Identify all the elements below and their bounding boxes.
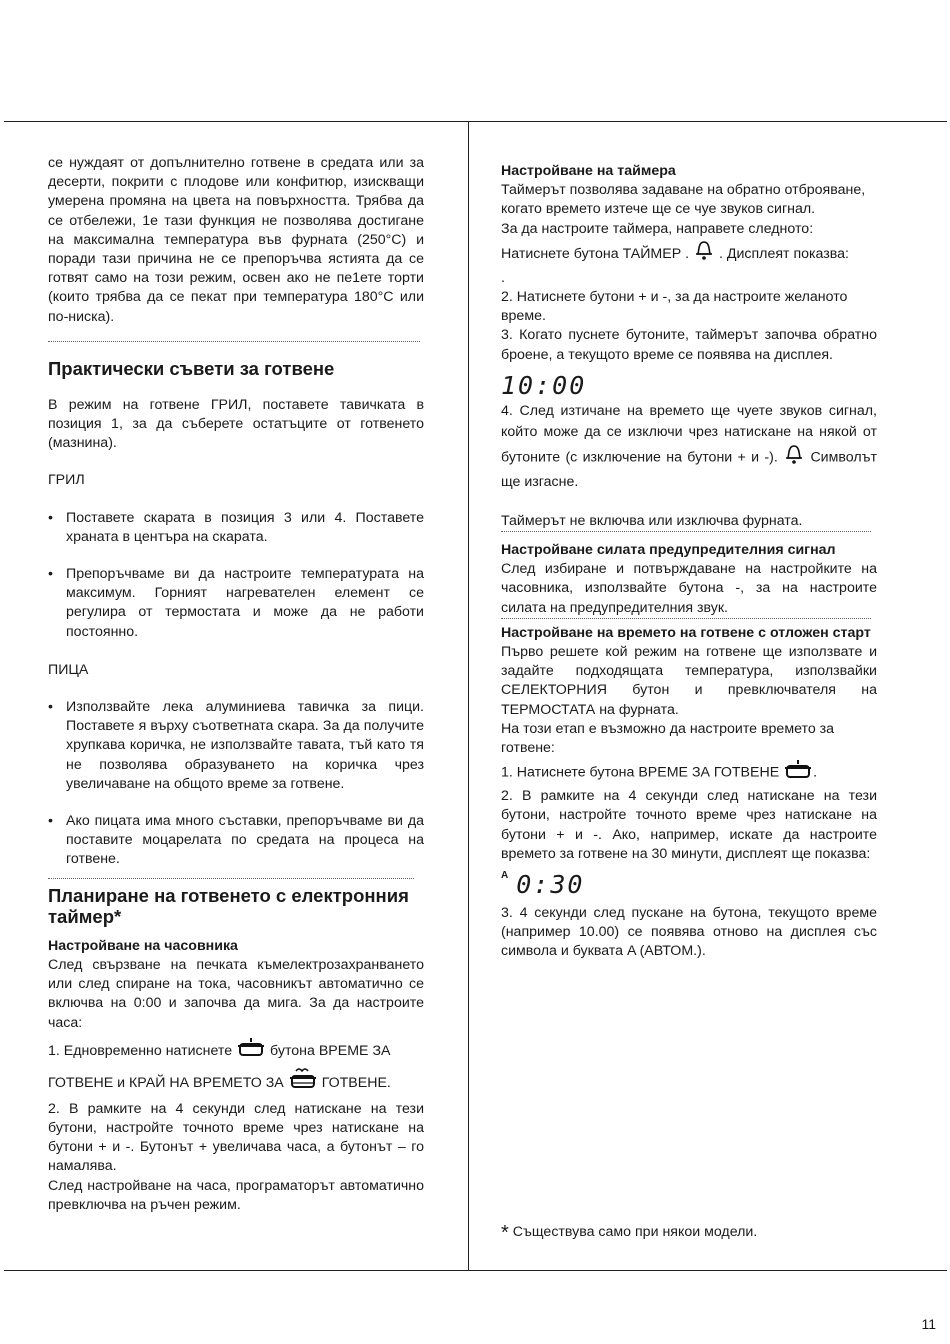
clock-step-2: 2. В рамките на 4 секунди след натискане на тези бутони, настройте точното време чрез натискане на бутони + и -. Бутонът + увеличава часа, а бутонът – го намалява. <box>48 1100 424 1175</box>
dotted-separator <box>501 531 871 532</box>
delay-paragraph: Първо решете кой режим на готвене ще използвате и задайте подходящата температура, използвайки СЕЛЕКТОРНИЯ бутон и превключвателя на ТЕРМОСТАТА на фурната. <box>501 644 877 718</box>
cooking-pot-icon <box>236 1036 266 1066</box>
delay-step-1-text: . <box>813 764 818 781</box>
delay-step-1 <box>501 758 877 787</box>
left-column <box>48 150 424 1215</box>
timer-step-1-text: Натиснете бутона ТАЙМЕР . <box>501 245 690 262</box>
delay-step-1-text: 1. Натиснете бутона ВРЕМЕ ЗА ГОТВЕНЕ <box>501 764 780 781</box>
grill-list <box>48 509 424 642</box>
timer-setting-paragraph: Таймерът позволява задаване на обратно отброяване, когато времето изтече ще се чуе звуков сигнал. <box>501 182 866 218</box>
footnote-text: Съществува само при някои модели. <box>512 1224 758 1240</box>
clock-step-1-text: ГОТВЕНЕ. <box>321 1074 391 1091</box>
timer-setting-heading: Настройване на таймера <box>501 163 676 179</box>
bottom-rule <box>4 1270 947 1271</box>
timer-step-3: 3. Когато пуснете бутоните, таймерът започва обратно броене, а текущото време се появява на дисплея. <box>501 327 877 363</box>
dotted-separator <box>501 618 871 619</box>
grill-label: ГРИЛ <box>48 472 85 489</box>
intro-paragraph: се нуждаят от допълнително готвене в средата или за десерти, покрити с плодове или конфитюр, изискващи умерена промяна на цвета на повърхността. Трябва да се отбележи, 1е тази функция не позволява достигане на максимална температура във фурната (250°C) и поради тази причина не се препоръчва ястията да се готвят само на този режим, освен ако не пе1ете торти (които трябва да се пекат при температура 180°C или по-ниска). <box>48 155 424 325</box>
page-number: 11 <box>921 1316 936 1332</box>
clock-step-1-text: 1. Едновременно натиснете <box>48 1042 233 1059</box>
delay-heading: Настройване на времето на готвене с отложен старт <box>501 624 871 641</box>
timer-step-1-text: . Дисплеят показва: <box>718 245 849 262</box>
clock-step-1 <box>48 1036 424 1100</box>
bell-icon <box>693 239 715 269</box>
clock-paragraph: След свързване на печката къмелектрозахранването или след спиране на тока, часовникът автоматично се включва на 0:00 и започва да мига. За да настроите часа: <box>48 956 424 1031</box>
auto-letter: A <box>501 870 509 882</box>
display-readout-auto <box>501 870 877 900</box>
timer-note: Таймерът не включва или изключва фурната. <box>501 512 803 529</box>
right-column <box>501 150 877 962</box>
tips-paragraph: В режим на готвене ГРИЛ, поставете тавичката в позиция 1, за да съберете остатъците от готвенето (мазнина). <box>48 396 424 452</box>
clock-step-1-text: бутона ВРЕМЕ ЗА ГОТВЕНЕ и КРАЙ НА ВРЕМЕТО ЗА <box>48 1042 391 1091</box>
delay-step-2: 2. В рамките на 4 секунди след натискане на тези бутони, настройте точното време чрез натискане на бутони + и -. Ако, например, искате да настроите времето за готвене на 30 минути, дисплеят ще показва: <box>501 788 877 862</box>
dotted-separator <box>48 878 414 879</box>
electronic-timer-heading: Планиране на готвенето с електронния таймер* <box>48 884 409 927</box>
alarm-paragraph: След избиране и потвърждаване на настройките на часовника, използвайте бутона -, за на настроите силата на предупредителния звук. <box>501 561 877 616</box>
list-item: • Ако пицата има много съставки, препоръчваме ви да поставите моцарелата по средата на процеса на готвене. <box>48 812 424 870</box>
display-readout: 10:00 <box>501 370 587 400</box>
timer-step-4-text: Символът ще изгасне. <box>501 449 877 490</box>
clock-after: След настройване на часа, програматорът автоматично превключва на ръчен режим. <box>48 1177 424 1213</box>
timer-step-4 <box>501 401 877 493</box>
cooking-pot-icon <box>783 758 813 787</box>
delay-intro: На този етап е възможно да настроите времето за готвене: <box>501 720 835 757</box>
footnote-mark: * <box>501 1222 509 1244</box>
delay-step-3: 3. 4 секунди след пускане на бутона, текущото време (например 10.00) се появява отново на дисплея със символа и буквата A (АВТОМ.). <box>501 905 877 960</box>
alarm-heading: Настройване силата предупредителния сигнал <box>501 542 836 559</box>
timer-step-1 <box>501 239 877 269</box>
footnote <box>501 1222 757 1245</box>
timer-step-4-text: 4. След изтичане на времето ще чуете звуков сигнал, който може да се изключи чрез натискане на някой от бутоните (с изключение на бутони + и -). <box>501 402 877 466</box>
list-item: • Поставете скарата в позиция 3 или 4. Поставете храната в центъра на скарата. <box>48 509 424 547</box>
tips-heading: Практически съвети за готвене <box>48 357 335 379</box>
timer-step-1-display: . <box>501 269 505 286</box>
display-readout: 0:30 <box>516 870 585 900</box>
clock-heading: Настройване на часовника <box>48 937 238 954</box>
top-rule <box>4 121 947 122</box>
bell-icon <box>783 443 805 472</box>
pizza-label: ПИЦА <box>48 661 89 678</box>
column-divider <box>468 121 469 1270</box>
dotted-separator <box>48 341 420 342</box>
timer-setting-instruction: За да настроите таймера, направете следното: <box>501 220 814 237</box>
cooking-end-icon <box>288 1066 318 1100</box>
list-item: • Препоръчваме ви да настроите температурата на максимум. Горният нагревателен елемент се регулира от термостата и може да не работи постоянно. <box>48 565 424 642</box>
timer-step-2: 2. Натиснете бутони + и -, за да настроите желаното време. <box>501 289 848 325</box>
pizza-list <box>48 698 424 870</box>
list-item: • Използвайте лека алуминиева тавичка за пици. Поставете я върху съответната скара. За да получите хрупкава коричка, не използвайте тавата, тъй като тя не позволява образуването на коричка чрез увеличаване на общото време за готвене. <box>48 698 424 794</box>
